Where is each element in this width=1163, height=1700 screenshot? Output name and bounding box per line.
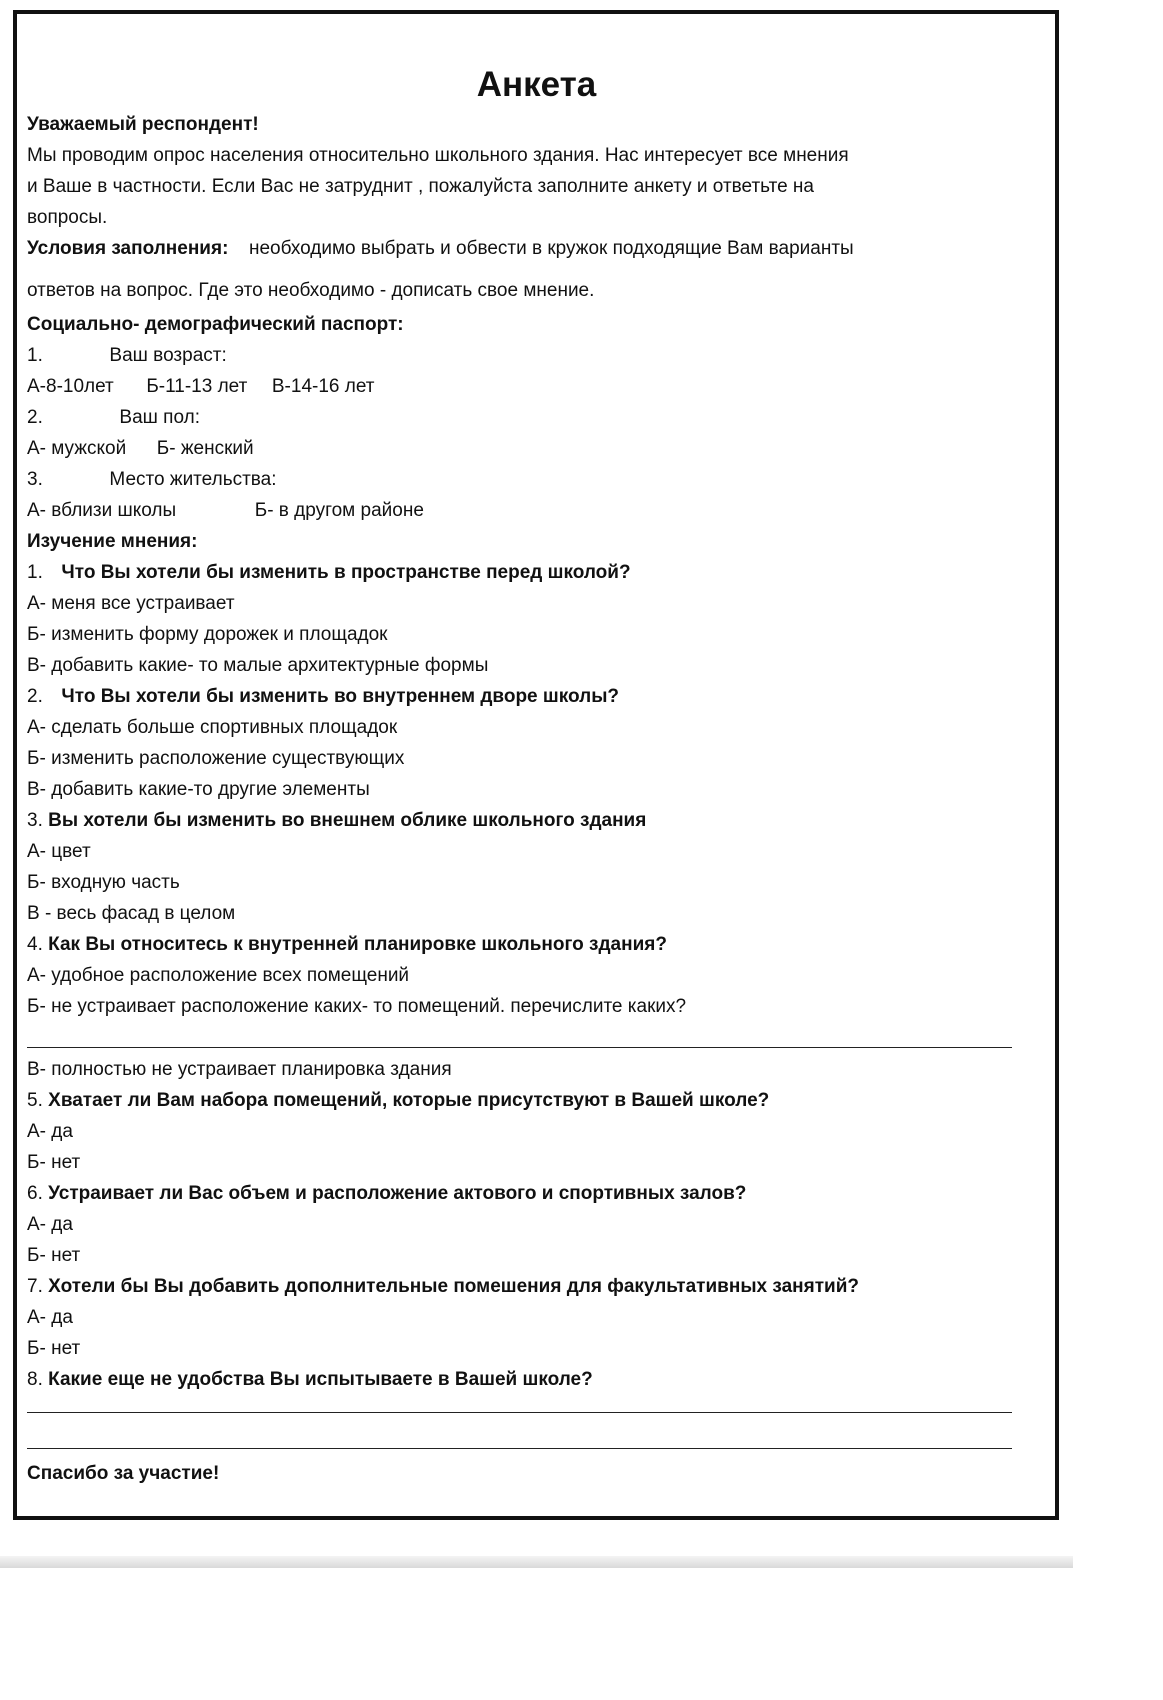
question-4-text: Как Вы относитесь к внутренней планировке школьного здания? [48, 934, 667, 955]
question-5-text: Хватает ли Вам набора помещений, которые присутствуют в Вашей школе? [48, 1090, 770, 1111]
question-8-answer-line-1[interactable] [27, 1412, 1012, 1413]
question-5-option-a[interactable]: А- да [27, 1121, 73, 1142]
question-2-option-b[interactable]: Б- изменить расположение существующих [27, 748, 405, 769]
passport-q1-option-b[interactable]: Б-11-13 лет [146, 376, 248, 397]
question-1-text: Что Вы хотели бы изменить в пространстве перед школой? [61, 562, 631, 583]
question-6-option-b[interactable]: Б- нет [27, 1245, 81, 1266]
question-5 [27, 1089, 769, 1113]
question-1-number: 1. [27, 562, 43, 583]
question-8-text: Какие еще не удобства Вы испытываете в Вашей школе? [48, 1369, 593, 1390]
passport-q3-option-b[interactable]: Б- в другом районе [254, 500, 424, 521]
question-4-option-a[interactable]: А- удобное расположение всех помещений [27, 965, 410, 986]
opinion-heading: Изучение мнения: [27, 531, 198, 552]
question-7-number: 7. [27, 1276, 43, 1297]
passport-q1-number: 1. [27, 345, 43, 366]
conditions-line-1 [27, 237, 854, 261]
question-2-number: 2. [27, 686, 43, 707]
question-2-text: Что Вы хотели бы изменить во внутреннем дворе школы? [61, 686, 620, 707]
conditions-line-2: ответов на вопрос. Где это необходимо - дописать свое мнение. [27, 280, 595, 301]
question-3-number: 3. [27, 810, 43, 831]
passport-q3-options [27, 499, 424, 523]
passport-q1-label: Ваш возраст: [109, 345, 227, 366]
passport-q3-label: Место жительства: [109, 469, 277, 490]
question-3-option-a[interactable]: А- цвет [27, 841, 91, 862]
passport-q3 [27, 468, 277, 492]
question-8-number: 8. [27, 1369, 43, 1390]
intro-line-2: и Ваше в частности. Если Вас не затруднит , пожалуйста заполните анкету и ответьте на [27, 176, 814, 197]
passport-heading: Социально- демографический паспорт: [27, 314, 404, 335]
greeting: Уважаемый респондент! [27, 114, 259, 135]
thanks-text: Спасибо за участие! [27, 1463, 220, 1484]
conditions-text-1: необходимо выбрать и обвести в кружок подходящие Вам варианты [248, 238, 854, 259]
passport-q1-option-a[interactable]: А-8-10лет [27, 376, 114, 397]
question-2 [27, 685, 619, 709]
passport-q1 [27, 344, 227, 368]
question-7-option-a[interactable]: А- да [27, 1307, 73, 1328]
question-5-option-b[interactable]: Б- нет [27, 1152, 81, 1173]
question-6 [27, 1182, 746, 1206]
question-7-text: Хотели бы Вы добавить дополнительные помешения для факультативных занятий? [48, 1276, 859, 1297]
question-4-number: 4. [27, 934, 43, 955]
question-5-number: 5. [27, 1090, 43, 1111]
question-8-answer-line-2[interactable] [27, 1448, 1012, 1449]
passport-q3-option-a[interactable]: А- вблизи школы [27, 500, 177, 521]
question-1-option-b[interactable]: Б- изменить форму дорожек и площадок [27, 624, 388, 645]
question-4 [27, 933, 667, 957]
question-2-option-a[interactable]: А- сделать больше спортивных площадок [27, 717, 398, 738]
passport-q2-option-b[interactable]: Б- женский [156, 438, 254, 459]
intro-line-1: Мы проводим опрос населения относительно школьного здания. Нас интересует все мнения [27, 145, 849, 166]
passport-q2-options [27, 437, 254, 461]
page-title: Анкета [476, 65, 597, 104]
question-1 [27, 561, 631, 585]
question-4-option-b[interactable]: Б- не устраивает расположение каких- то помещений. перечислите каких? [27, 996, 687, 1017]
question-3-option-b[interactable]: Б- входную часть [27, 872, 180, 893]
question-4-answer-line[interactable] [27, 1047, 1012, 1048]
question-1-option-c[interactable]: В- добавить какие- то малые архитектурные формы [27, 655, 489, 676]
conditions-label: Условия заполнения: [27, 238, 229, 259]
passport-q2-option-a[interactable]: А- мужской [27, 438, 127, 459]
passport-q1-options [27, 375, 374, 399]
question-6-number: 6. [27, 1183, 43, 1204]
question-3-text: Вы хотели бы изменить во внешнем облике школьного здания [48, 810, 647, 831]
question-6-option-a[interactable]: А- да [27, 1214, 73, 1235]
question-7 [27, 1275, 859, 1299]
question-3 [27, 809, 646, 833]
question-4-option-c[interactable]: В- полностью не устраивает планировка здания [27, 1059, 452, 1080]
question-2-option-c[interactable]: В- добавить какие-то другие элементы [27, 779, 370, 800]
question-6-text: Устраивает ли Вас объем и расположение актового и спортивных залов? [48, 1183, 747, 1204]
question-7-option-b[interactable]: Б- нет [27, 1338, 81, 1359]
passport-q3-number: 3. [27, 469, 43, 490]
scan-bottom-edge [0, 1556, 1073, 1568]
passport-q2-number: 2. [27, 407, 43, 428]
passport-q2 [27, 406, 200, 430]
intro-line-3: вопросы. [27, 207, 108, 228]
passport-q2-label: Ваш пол: [119, 407, 200, 428]
question-3-option-c[interactable]: В - весь фасад в целом [27, 903, 236, 924]
passport-q1-option-c[interactable]: В-14-16 лет [271, 376, 375, 397]
question-8 [27, 1368, 593, 1392]
question-1-option-a[interactable]: А- меня все устраивает [27, 593, 235, 614]
